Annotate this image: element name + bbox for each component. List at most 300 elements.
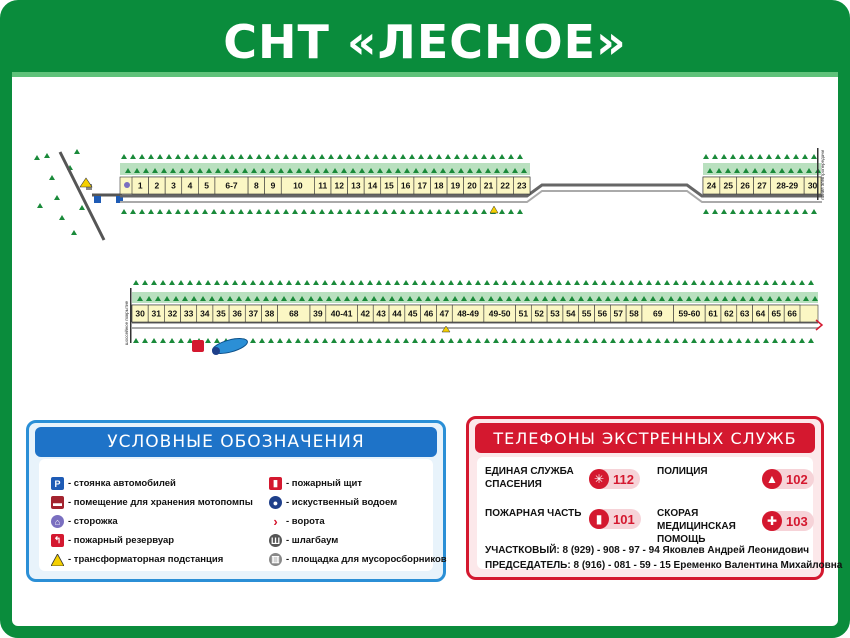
parking-icon [94, 196, 101, 203]
tree-icon [202, 154, 208, 159]
tree-icon [703, 154, 709, 159]
plot-number: 8 [254, 180, 259, 191]
plot-number: 9 [270, 180, 276, 191]
guardhouse-icon: ⌂ [51, 515, 64, 528]
plot-number: 44 [392, 308, 402, 319]
tree-icon [331, 280, 337, 285]
tree-icon [619, 338, 625, 343]
tree-icon [394, 338, 400, 343]
plot-number: 43 [376, 308, 386, 319]
legend-item-trash-site: ▥ - площадка для мусоросборников [269, 553, 447, 566]
tree-icon [502, 338, 508, 343]
tree-icon [748, 209, 754, 214]
tree-icon [382, 209, 388, 214]
tree-icon [211, 154, 217, 159]
tree-icon [331, 338, 337, 343]
page-title: СНТ «ЛЕСНОЕ» [223, 15, 627, 69]
tree-icon [304, 338, 310, 343]
tree-icon [574, 280, 580, 285]
plot-number: 59-60 [678, 308, 701, 319]
tree-icon [463, 154, 469, 159]
tree-icon [439, 280, 445, 285]
plot-number: 6-7 [225, 180, 238, 191]
plot-number: 31 [151, 308, 162, 319]
plot-number: 15 [384, 180, 394, 191]
tree-icon [409, 209, 415, 214]
tree-icon [808, 280, 814, 285]
tree-icon [184, 209, 190, 214]
tree-icon [682, 338, 688, 343]
service-number: ✳ 112 [589, 469, 640, 489]
tree-icon [454, 154, 460, 159]
tree-icon [391, 154, 397, 159]
fire-shield-icon: ▮ [269, 477, 282, 490]
emergency-body [477, 457, 843, 571]
transformer-icon [490, 206, 498, 213]
tree-icon [169, 280, 175, 285]
tree-icon [214, 280, 220, 285]
fire-reservoir-icon: ↰ [51, 534, 64, 547]
tree-icon [766, 154, 772, 159]
legend-item-pond: ● - искуственный водоем [269, 496, 397, 509]
tree-icon [202, 209, 208, 214]
tree-icon [178, 280, 184, 285]
plot-number: 39 [313, 308, 323, 319]
tree-icon [709, 280, 715, 285]
tree-icon [286, 338, 292, 343]
service-number: ▲ 102 [762, 469, 814, 489]
tree-icon [292, 209, 298, 214]
tree-icon [247, 209, 253, 214]
transformer-icon [80, 178, 92, 187]
tree-icon [793, 154, 799, 159]
tree-icon [427, 209, 433, 214]
forest-band [703, 163, 821, 175]
tree-icon [508, 154, 514, 159]
tree-icon [394, 280, 400, 285]
tree-icon [592, 280, 598, 285]
contact-line: УЧАСТКОВЫЙ: 8 (929) - 908 - 97 - 94 Яковлев Андрей Леонидович [485, 545, 810, 556]
tree-icon [430, 280, 436, 285]
tree-icon [775, 209, 781, 214]
tree-icon [754, 280, 760, 285]
tree-icon [400, 209, 406, 214]
tree-icon [49, 175, 55, 180]
tree-icon [265, 209, 271, 214]
tree-icon [499, 154, 505, 159]
tree-icon [148, 154, 154, 159]
plot-number: 16 [400, 180, 411, 191]
tree-icon [703, 209, 709, 214]
tree-icon [682, 280, 688, 285]
tree-icon [436, 209, 442, 214]
tree-icon [457, 338, 463, 343]
plot-number: 21 [483, 180, 494, 191]
tree-icon [772, 338, 778, 343]
tree-icon [466, 280, 472, 285]
tree-icon [484, 280, 490, 285]
tree-icon [142, 338, 148, 343]
plot-number: 10 [293, 180, 303, 191]
tree-icon [160, 280, 166, 285]
tree-icon [757, 209, 763, 214]
service-name: ПОЖАРНАЯ ЧАСТЬ [485, 508, 582, 519]
tree-icon [412, 338, 418, 343]
tree-icon [166, 209, 172, 214]
tree-icon [781, 280, 787, 285]
tree-icon [301, 209, 307, 214]
plot-number: 62 [724, 308, 734, 319]
tree-icon [763, 338, 769, 343]
tree-icon [547, 338, 553, 343]
pump-storage-icon: ▬ [53, 497, 62, 508]
legend-item-parking: P - стоянка автомобилей [51, 477, 176, 490]
plot-number: 37 [248, 308, 259, 319]
tree-icon [646, 280, 652, 285]
tree-icon [790, 338, 796, 343]
tree-icon [439, 338, 445, 343]
tree-icon [175, 209, 181, 214]
tree-icon [74, 149, 80, 154]
tree-icon [739, 154, 745, 159]
pond-icon [212, 347, 220, 355]
tree-icon [337, 209, 343, 214]
plot-number: 53 [550, 308, 560, 319]
power-line [817, 148, 819, 200]
tree-icon [421, 280, 427, 285]
tree-icon [790, 280, 796, 285]
tree-icon [211, 209, 217, 214]
tree-icon [34, 155, 40, 160]
plot-number: 55 [581, 308, 592, 319]
tree-icon [295, 338, 301, 343]
plot-number: 19 [450, 180, 461, 191]
tree-icon [808, 338, 814, 343]
tree-icon [376, 338, 382, 343]
tree-icon [745, 338, 751, 343]
plot-number: 26 [740, 180, 750, 191]
tree-icon [178, 338, 184, 343]
tree-icon [493, 280, 499, 285]
tree-icon [583, 280, 589, 285]
tree-icon [196, 280, 202, 285]
tree-icon [385, 280, 391, 285]
pond-icon: ● [269, 496, 282, 509]
tree-icon [310, 154, 316, 159]
tree-icon [463, 209, 469, 214]
tree-icon [739, 209, 745, 214]
emergency-title: ТЕЛЕФОНЫ ЭКСТРЕННЫХ СЛУЖБ [475, 423, 815, 453]
plot-number: 30 [807, 180, 818, 191]
tree-icon [673, 338, 679, 343]
fire-reservoir-icon [192, 340, 204, 352]
tree-icon [256, 209, 262, 214]
tree-icon [811, 154, 817, 159]
plot-number: 58 [629, 308, 639, 319]
tree-icon [691, 280, 697, 285]
trash-site-icon: ▥ [269, 553, 282, 566]
tree-icon [193, 209, 199, 214]
plot-number: 22 [500, 180, 510, 191]
tree-icon [727, 338, 733, 343]
plot-number: 32 [167, 308, 178, 319]
legend-item-guardhouse: ⌂ - сторожка [51, 515, 118, 528]
tree-icon [319, 154, 325, 159]
tree-icon [175, 154, 181, 159]
plot-number: 23 [516, 180, 527, 191]
plot-number: 48-49 [457, 308, 479, 319]
tree-icon [250, 338, 256, 343]
tree-icon [385, 338, 391, 343]
tree-icon [274, 154, 280, 159]
plot-number: 54 [566, 308, 576, 319]
tree-icon [250, 280, 256, 285]
tree-icon [730, 154, 736, 159]
contact-line: ПРЕДСЕДАТЕЛЬ: 8 (916) - 081 - 59 - 15 Еременко Валентина Михайловна [485, 560, 843, 571]
tree-icon [511, 338, 517, 343]
tree-icon [229, 209, 235, 214]
legend-item-pump-storage: ▬ - помещение для хранения мотопомпы [53, 497, 253, 508]
legend-body [39, 459, 447, 571]
tree-icon [628, 280, 634, 285]
tree-icon [139, 209, 145, 214]
plot-number: 27 [757, 180, 767, 191]
tree-icon [511, 280, 517, 285]
tree-icon [736, 338, 742, 343]
plot-number: 49-50 [488, 308, 511, 319]
tree-icon [328, 209, 334, 214]
tree-icon [445, 154, 451, 159]
tree-icon [556, 280, 562, 285]
tree-icon [784, 154, 790, 159]
tree-icon [775, 154, 781, 159]
tree-icon [412, 280, 418, 285]
service-number: ✚ 103 [762, 511, 814, 531]
tree-icon [54, 195, 60, 200]
medical-cross-icon: ✚ [762, 511, 782, 531]
tree-icon [421, 338, 427, 343]
tree-icon [619, 280, 625, 285]
tree-icon [475, 338, 481, 343]
tree-icon [745, 280, 751, 285]
tree-icon [436, 154, 442, 159]
tree-icon [79, 205, 85, 210]
tree-icon [592, 338, 598, 343]
tree-icon [547, 280, 553, 285]
tree-icon [259, 280, 265, 285]
tree-icon [364, 154, 370, 159]
tree-icon [358, 280, 364, 285]
tree-icon [238, 209, 244, 214]
tree-icon [802, 154, 808, 159]
tree-icon [583, 338, 589, 343]
tree-icon [508, 209, 514, 214]
tree-icon [529, 338, 535, 343]
service-name: ЕДИНАЯ СЛУЖБА СПАСЕНИЯ [485, 466, 574, 490]
plot-number: 18 [434, 180, 444, 191]
barrier-icon: Ш [270, 535, 281, 546]
plot-number: 46 [423, 308, 434, 319]
tree-icon [277, 280, 283, 285]
tree-icon [793, 209, 799, 214]
tree-icon [44, 153, 50, 158]
tree-icon [139, 154, 145, 159]
tree-icon [295, 280, 301, 285]
parking-icon: P [51, 477, 64, 490]
rescue-icon: ✳ [589, 469, 609, 489]
tree-icon [319, 209, 325, 214]
tree-icon [238, 154, 244, 159]
fire-extinguisher-icon: ▮ [589, 509, 609, 529]
tree-icon [721, 209, 727, 214]
legend-item-transformer: - трансформаторная подстанция [51, 553, 223, 566]
tree-icon [358, 338, 364, 343]
tree-icon [256, 154, 262, 159]
plot-number: 69 [653, 308, 663, 319]
tree-icon [247, 154, 253, 159]
tree-icon [736, 280, 742, 285]
tree-icon [772, 280, 778, 285]
tree-icon [148, 209, 154, 214]
tree-icon [229, 154, 235, 159]
tree-icon [403, 280, 409, 285]
plot-number: 13 [351, 180, 361, 191]
tree-icon [220, 154, 226, 159]
tree-icon [691, 338, 697, 343]
tree-icon [502, 280, 508, 285]
settlement-map [12, 140, 838, 370]
tree-icon [157, 209, 163, 214]
plot-number: 2 [154, 180, 160, 191]
plot-number: 56 [597, 308, 608, 319]
tree-icon [418, 209, 424, 214]
legend-item-barrier: Ш - шлагбаум [270, 535, 339, 546]
emergency-panel [466, 416, 843, 580]
service-name: СКОРАЯ МЕДИЦИНСКАЯ ПОМОЩЬ [657, 508, 736, 545]
tree-icon [427, 154, 433, 159]
tree-icon [574, 338, 580, 343]
tree-icon [328, 154, 334, 159]
tree-icon [802, 209, 808, 214]
tree-icon [538, 280, 544, 285]
tree-icon [373, 154, 379, 159]
tree-icon [799, 280, 805, 285]
tree-icon [601, 338, 607, 343]
tree-icon [673, 280, 679, 285]
tree-icon [313, 280, 319, 285]
tree-icon [286, 280, 292, 285]
tree-icon [322, 338, 328, 343]
tree-icon [355, 209, 361, 214]
gate-icon [816, 320, 822, 330]
plot-number: 47 [439, 308, 450, 319]
tree-icon [367, 280, 373, 285]
tree-icon [403, 338, 409, 343]
tree-icon [700, 338, 706, 343]
plot-number: 51 [518, 308, 529, 319]
plot-number: 65 [771, 308, 782, 319]
tree-icon [655, 338, 661, 343]
tree-icon [349, 280, 355, 285]
tree-icon [223, 280, 229, 285]
tree-icon [310, 209, 316, 214]
tree-icon [763, 280, 769, 285]
tree-icon [133, 280, 139, 285]
tree-icon [121, 209, 127, 214]
tree-icon [628, 338, 634, 343]
tree-icon [601, 280, 607, 285]
plot-number: 25 [723, 180, 734, 191]
tree-icon [781, 338, 787, 343]
tree-icon [241, 280, 247, 285]
tree-icon [340, 280, 346, 285]
tree-icon [367, 338, 373, 343]
tree-icon [259, 338, 265, 343]
tree-icon [664, 338, 670, 343]
plot-number: 57 [613, 308, 623, 319]
plot-number: 1 [137, 180, 143, 191]
tree-icon [475, 280, 481, 285]
tree-icon [157, 154, 163, 159]
plot-number: 5 [204, 180, 209, 191]
tree-icon [472, 209, 478, 214]
gate-icon: › [273, 514, 278, 529]
tree-icon [313, 338, 319, 343]
tree-icon [409, 154, 415, 159]
power-line-label: линия электропередачи [820, 150, 825, 200]
tree-icon [130, 154, 136, 159]
tree-icon [484, 338, 490, 343]
plot-number: 68 [289, 308, 299, 319]
tree-icon [346, 154, 352, 159]
tree-icon [205, 338, 211, 343]
tree-icon [637, 338, 643, 343]
legend-title: УСЛОВНЫЕ ОБОЗНАЧЕНИЯ [35, 427, 437, 457]
tree-icon [265, 154, 271, 159]
tree-icon [664, 280, 670, 285]
plot-number: 28-29 [776, 180, 799, 191]
plot-number: 64 [755, 308, 766, 319]
tree-icon [637, 280, 643, 285]
tree-icon [565, 280, 571, 285]
tree-icon [712, 154, 718, 159]
tree-icon [301, 154, 307, 159]
tree-icon [700, 280, 706, 285]
plot-number: 33 [183, 308, 194, 319]
tree-icon [481, 209, 487, 214]
tree-icon [445, 209, 451, 214]
tree-icon [766, 209, 772, 214]
transformer-icon [51, 553, 64, 566]
tree-icon [718, 338, 724, 343]
tree-icon [748, 154, 754, 159]
tree-icon [418, 154, 424, 159]
tree-icon [481, 154, 487, 159]
tree-icon [610, 280, 616, 285]
tree-icon [655, 280, 661, 285]
tree-icon [274, 209, 280, 214]
tree-icon [340, 338, 346, 343]
tree-icon [448, 338, 454, 343]
tree-icon [205, 280, 211, 285]
tree-icon [364, 209, 370, 214]
tree-icon [151, 338, 157, 343]
road-row-2 [132, 322, 818, 328]
plot-number: 14 [367, 180, 378, 191]
plot-number: 66 [787, 308, 797, 319]
tree-icon [121, 154, 127, 159]
tree-icon [283, 154, 289, 159]
